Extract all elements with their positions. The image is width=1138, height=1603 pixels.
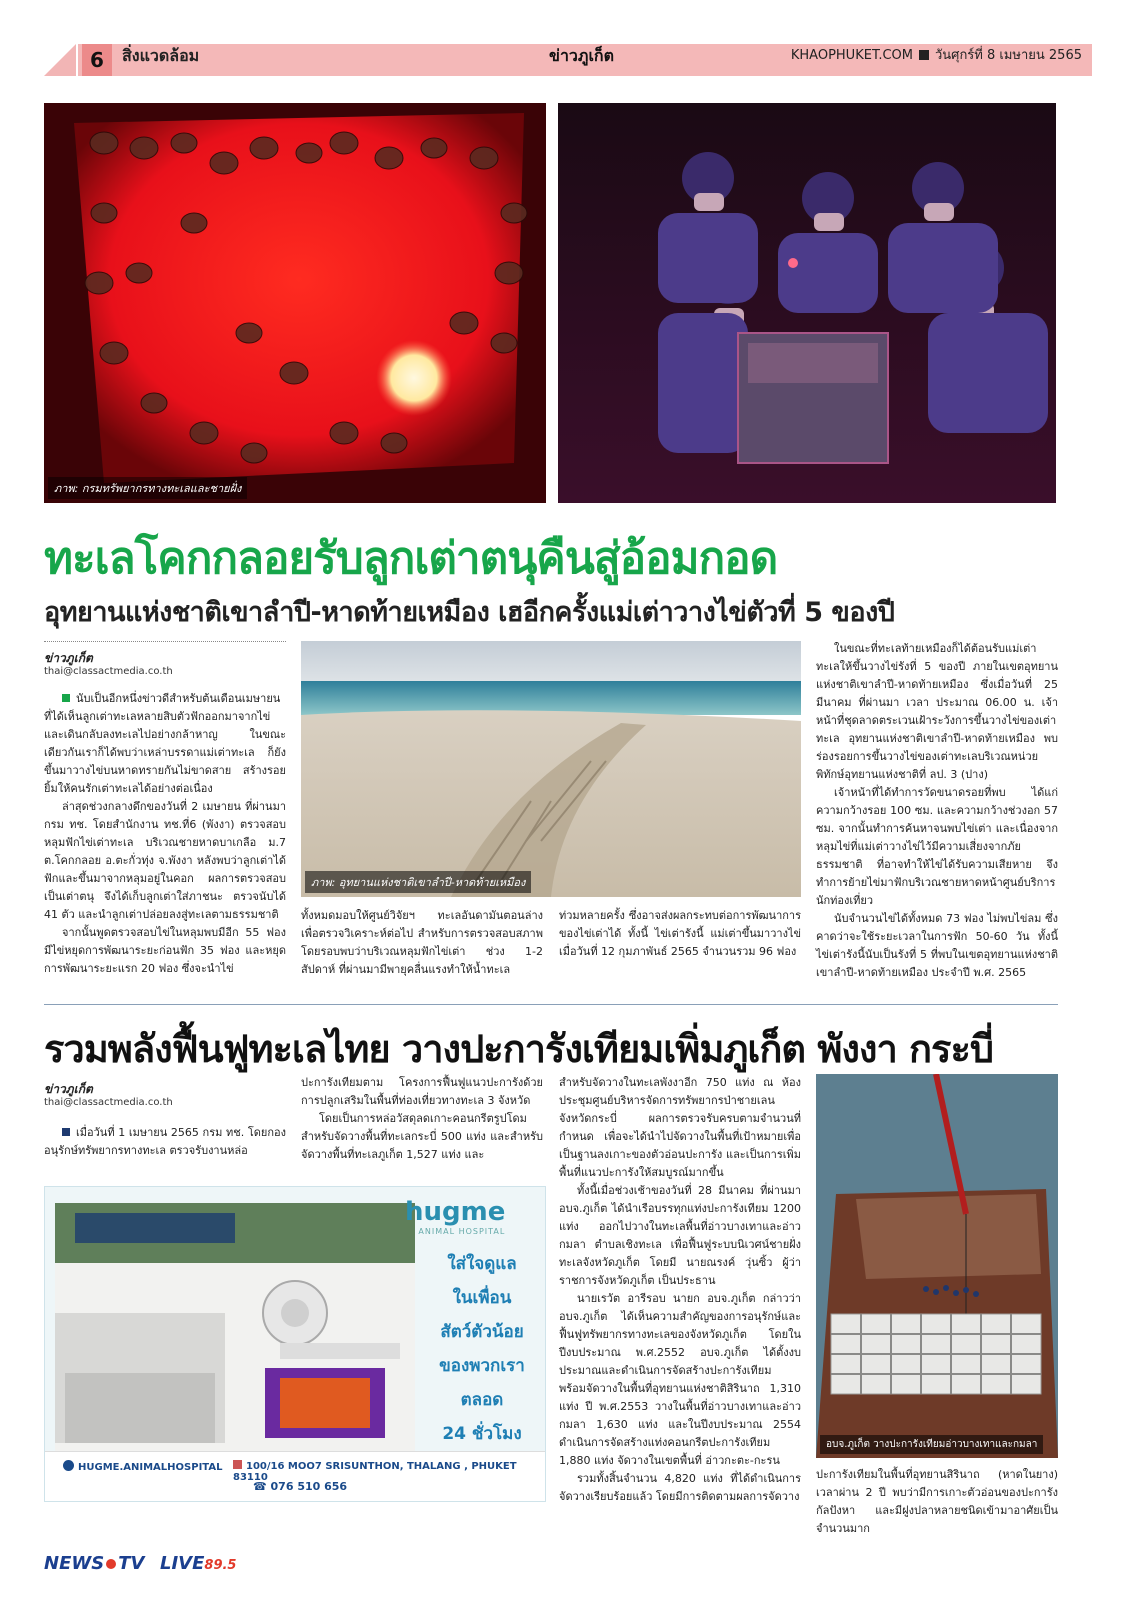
issue-date: วันศุกร์ที่ 8 เมษายน 2565 [935,48,1082,63]
paragraph: นับจำนวนไข่ได้ทั้งหมด 73 ฟอง ไม่พบไข่ลม ซึ่งคาดว่าจะใช้ระยะเวลาในการฟัก 50-60 วัน ทั้งนี้ ไข่เต่ารังนี้นับเป็นรังที่ 5 ที่พบในเขตอุทยานแห่งชาติเขาลำปี-หาดท้ายเหมือง ประจำปี พ.ศ. 2565 [816,912,1058,979]
page-header [44,44,1092,76]
story1-subhead: อุทยานแห่งชาติเขาลำปี-หาดท้ายเหมือง เฮอีกครั้งแม่เต่าวางไข่ตัวที่ 5 ของปี [44,597,895,628]
clinic-photo [55,1203,415,1461]
story1-column-3 [559,907,801,961]
byline-divider [44,641,286,642]
phone-link[interactable]: ☎ 076 510 656 [253,1480,348,1493]
barge-image [816,1074,1058,1458]
story2-column-3 [559,1074,801,1506]
story2-column-4 [816,1466,1058,1538]
square-icon [919,50,929,60]
bullet-icon [62,1128,70,1136]
paragraph: ล่าสุดช่วงกลางดึกของวันที่ 2 เมษายน ที่ผ่านมา กรม ทช. โดยสำนักงาน ทช.ที่6 (พังงา) ตรวจสอบหลุมฟักไข่เต่าทะเล บริเวณชายหาดบาเกลือ ม.7 ต.โคกกลอย อ.ตะกั่วทุ่ง จ.พังงา หลังพบว่าลูกเต่าได้ฟักและขึ้นมาจากหลุมอยู่ในคอก ผลการตรวจสอบเป็นเต่าตนุ จึงได้เก็บลูกเต่าใส่ภาชนะ ตรวจนับได้ 41 ตัว และนำลูกเต่าปล่อยลงสู่ทะเลตามธรรมชาติ [44,800,286,921]
turtle-hatchlings-photo [44,103,546,503]
address: 100/16 MOO7 SRISUNTHON, THALANG , PHUKET 83110 [233,1461,517,1483]
location-icon [233,1460,242,1469]
artificial-reef-barge-photo [816,1074,1058,1458]
story1-column-2 [301,907,543,979]
photo-caption: อบจ.ภูเก็ต วางปะการังเทียมอ่าวบางเทาและกมลา [820,1435,1043,1454]
live-radio-logo: LIVE89.5 [160,1553,237,1574]
story2-column-1 [44,1124,286,1160]
paragraph: นายเรวัต อารีรอบ นายก อบจ.ภูเก็ต กล่าวว่า อบจ.ภูเก็ต ได้เห็นความสำคัญของการอนุรักษ์และฟื้นฟูทรัพยากรทางทะเลของจังหวัดภูเก็ต โดยในปีงบประมาณ พ.ศ.2552 อบจ.ภูเก็ต ได้ตั้งงบประมาณและดำเนินการจัดสร้างปะการังเทียม พร้อมจัดวางในพื้นที่อุทยานแห่งชาติสิรินาถ 1,310 แท่ง ปี พ.ศ.2553 วางในพื้นที่อ่าวบางเทาและอ่าวกมลา 1,630 แท่ง และในปีงบประมาณ 2554 ดำเนินการจัดสร้างแท่งคอนกรีตปะการังเทียม 1,880 แท่ง จัดวางในเขตพื้นที่ อ่าวกะตะ-กะรน [559,1292,801,1467]
section-divider [44,1004,1058,1005]
story2-email: thai@classactmedia.co.th [44,1097,173,1108]
story2-headline: รวมพลังฟื้นฟูทะเลไทย วางปะการังเทียมเพิ่มภูเก็ต พังงา กระบี่ [44,1027,993,1071]
site-date [791,44,1082,65]
corner-mark [44,44,76,76]
officers-image [558,103,1056,503]
officers-photo [558,103,1056,503]
section-title: สิ่งแวดล้อม [122,46,200,65]
story1-email: thai@classactmedia.co.th [44,666,173,677]
bullet-icon [62,694,70,702]
story1-byline: ข่าวภูเก็ต [44,651,93,665]
story2-byline: ข่าวภูเก็ต [44,1082,93,1096]
site-url: KHAOPHUKET.COM [790,48,913,63]
story2-column-2 [301,1074,543,1164]
beach-image [301,641,801,897]
paragraph: ทั้งนี้เมื่อช่วงเช้าของวันที่ 28 มีนาคม ที่ผ่านมา อบจ.ภูเก็ต ได้นำเรือบรรทุกแท่งปะการังเทียม 1200 แท่ง ออกไปวางในทะเลพื้นที่อ่าวบางเทาและอ่าวกมลา ตำบลเชิงทะเล เพื่อฟื้นฟูระบบนิเวศน์ชายฝั่งทะเลจังหวัดภูเก็ต โดยมี นายณรงค์ วุ่นซิ้ว ผู้ว่าราชการจังหวัดภูเก็ต เป็นประธาน [559,1184,801,1287]
paragraph: สำหรับจัดวางในทะเลพังงาอีก 750 แท่ง ณ ห้องประชุมศูนย์บริหารจัดการทรัพยากรป่าชายเลน จังหวัดกระบี่ ผลการตรวจรับครบตามจำนวนที่กำหนด เพื่อจะได้นำไปจัดวางในพื้นที่เป้าหมายเพื่อเป็นฐานลงเกาะของตัวอ่อนปะการัง และเป็นการเพิ่มพื้นที่แนวปะการังให้สมบูรณ์มากขึ้น [559,1076,801,1179]
paragraph: เจ้าหน้าที่ได้ทำการวัดขนาดรอยที่พบ ได้แก่ ความกว้างรอย 100 ซม. และความกว้างช่วงอก 57 ซม. จากนั้นทำการค้นหาจนพบไข่เต่า และเนื่องจากหลุมไข่ที่แม่เต่าวางไข่ไว้มีความเสี่ยงจากภัยธรรมชาติ ที่อาจทำให้ไข่ได้รับความเสียหาย จึงทำการย้ายไข่มาฟักบริเวณชายหาดหน้าศูนย์บริการนักท่องเที่ยว [816,786,1058,907]
phone-icon: ☎ [253,1480,271,1493]
story1-headline: ทะเลโคกกลอยรับลูกเต่าตนุคืนสู่อ้อมกอด [44,533,778,584]
photo-caption: ภาพ: อุทยานแห่งชาติเขาลำปี-หาดท้ายเหมือง [305,871,531,893]
paragraph: ในขณะที่ทะเลท้ายเหมืองก็ได้ต้อนรับแม่เต่าทะเลให้ขึ้นวางไข่รังที่ 5 ของปี ภายในเขตอุทยานแห่งชาติเขาลำปี-หาดท้ายเหมือง ซึ่งเมื่อวันที่ 25 มีนาคม ที่ผ่านมา เวลา ประมาณ 06.00 น. เจ้าหน้าที่ชุดลาดตระเวนเฝ้าระวังการขึ้นวางไข่ของเต่าทะเล อุทยานแห่งชาติเขาลำปี-หาดท้ายเหมือง พบร่องรอยการขึ้นวางไข่ของเต่าทะเลบริเวณหน่วยพิทักษ์อุทยานแห่งชาติที่ ลป. 3 (ปาง) [816,642,1058,781]
ad-footer [45,1451,545,1501]
paragraph: เมื่อวันที่ 1 เมษายน 2565 กรม ทช. โดยกองอนุรักษ์ทรัพยากรทางทะเล ตรวจรับงานหล่อ [44,1126,286,1157]
hatchlings-image [44,103,546,503]
beach-tracks-photo [301,641,801,897]
newstv-logo: NEWS TV [44,1553,145,1574]
brand-logo: ข่าวภูเก็ต [549,46,614,65]
hugme-logo: hugme ANIMAL HOSPITAL [405,1197,506,1236]
paragraph: รวมทั้งสิ้นจำนวน 4,820 แท่ง ที่ได้ดำเนินการจัดวางเรียบร้อยแล้ว โดยมีการติดตามผลการจัดวาง [559,1472,801,1503]
facebook-link[interactable]: HUGME.ANIMALHOSPITAL [63,1460,222,1473]
paragraph: ปะการังเทียมในพื้นที่อุทยานสิรินาถ (หาดในยาง) เวลาผ่าน 2 ปี พบว่ามีการเกาะตัวอ่อนของปะการังกัลปังหา และมีฝูงปลาหลายชนิดเข้ามาอาศัยเป็นจำนวนมาก [816,1468,1058,1535]
circle-icon [106,1559,116,1569]
page-number: 6 [82,44,112,76]
paragraph: ท่วมหลายครั้ง ซึ่งอาจส่งผลกระทบต่อการพัฒนาการของไข่เต่าได้ ทั้งนี้ ไข่เต่ารังนี้ แม่เต่าขึ้นมาวางไข่ เมื่อวันที่ 12 กุมภาพันธ์ 2565 จำนวนรวม 96 ฟอง [559,909,801,958]
paragraph: ทั้งหมดมอบให้ศูนย์วิจัยฯ ทะเลอันดามันตอนล่าง เพื่อตรวจวิเคราะห์ต่อไป สำหรับการตรวจสอบสภาพโดยรอบพบว่าบริเวณหลุมฟักไข่เต่า ช่วง 1-2 สัปดาห์ ที่ผ่านมามีพายุคลื่นแรงทำให้น้ำทะเล [301,909,543,976]
facebook-icon [63,1460,74,1471]
photo-caption: ภาพ: กรมทรัพยากรทางทะเลและชายฝั่ง [48,477,247,499]
paragraph: โดยเป็นการหล่อวัสดุลดเกาะคอนกรีตรูปโดม สำหรับจัดวางพื้นที่ทะเลกระบี่ 500 แท่ง และสำหรับจัดวางพื้นที่ทะเลภูเก็ต 1,527 แท่ง และ [301,1112,543,1161]
story1-column-1 [44,690,286,978]
story1-column-4 [816,640,1058,982]
paragraph: จากนั้นพูดตรวจสอบไข่ในหลุมพบมีอีก 55 ฟอง มีไข่หยุดการพัฒนาระยะก่อนฟัก 35 ฟอง และหยุดการพัฒนาระยะแรก 20 ฟอง ซึ่งจะนำไข่ [44,926,286,975]
paragraph: ปะการังเทียมตาม โครงการฟื้นฟูแนวปะการังด้วยการปลูกเสริมในพื้นที่ท่องเที่ยวทางทะเล 3 จังหวัด [301,1076,543,1107]
hugme-advertisement[interactable] [44,1186,546,1502]
paragraph: นับเป็นอีกหนึ่งข่าวดีสำหรับต้นเดือนเมษายน ที่ได้เห็นลูกเต่าทะเลหลายสิบตัวฟักออกมาจากไข่ และเดินกลับลงทะเลไปอย่างกล้าหาญ ในขณะเดียวกันเราก็ได้พบว่าเหล่าบรรดาแม่เต่าทะเล ก็ยังขึ้นมาวางไข่บนหาดทรายกันไม่ขาดสาย สร้างรอยยิ้มให้คนรักเต่าทะเลได้อย่างต่อเนื่อง [44,692,286,795]
ad-tagline: ใส่ใจดูแล ในเพื่อน สัตว์ตัวน้อย ของพวกเรา ตลอด 24 ชั่วโมง [439,1254,525,1444]
